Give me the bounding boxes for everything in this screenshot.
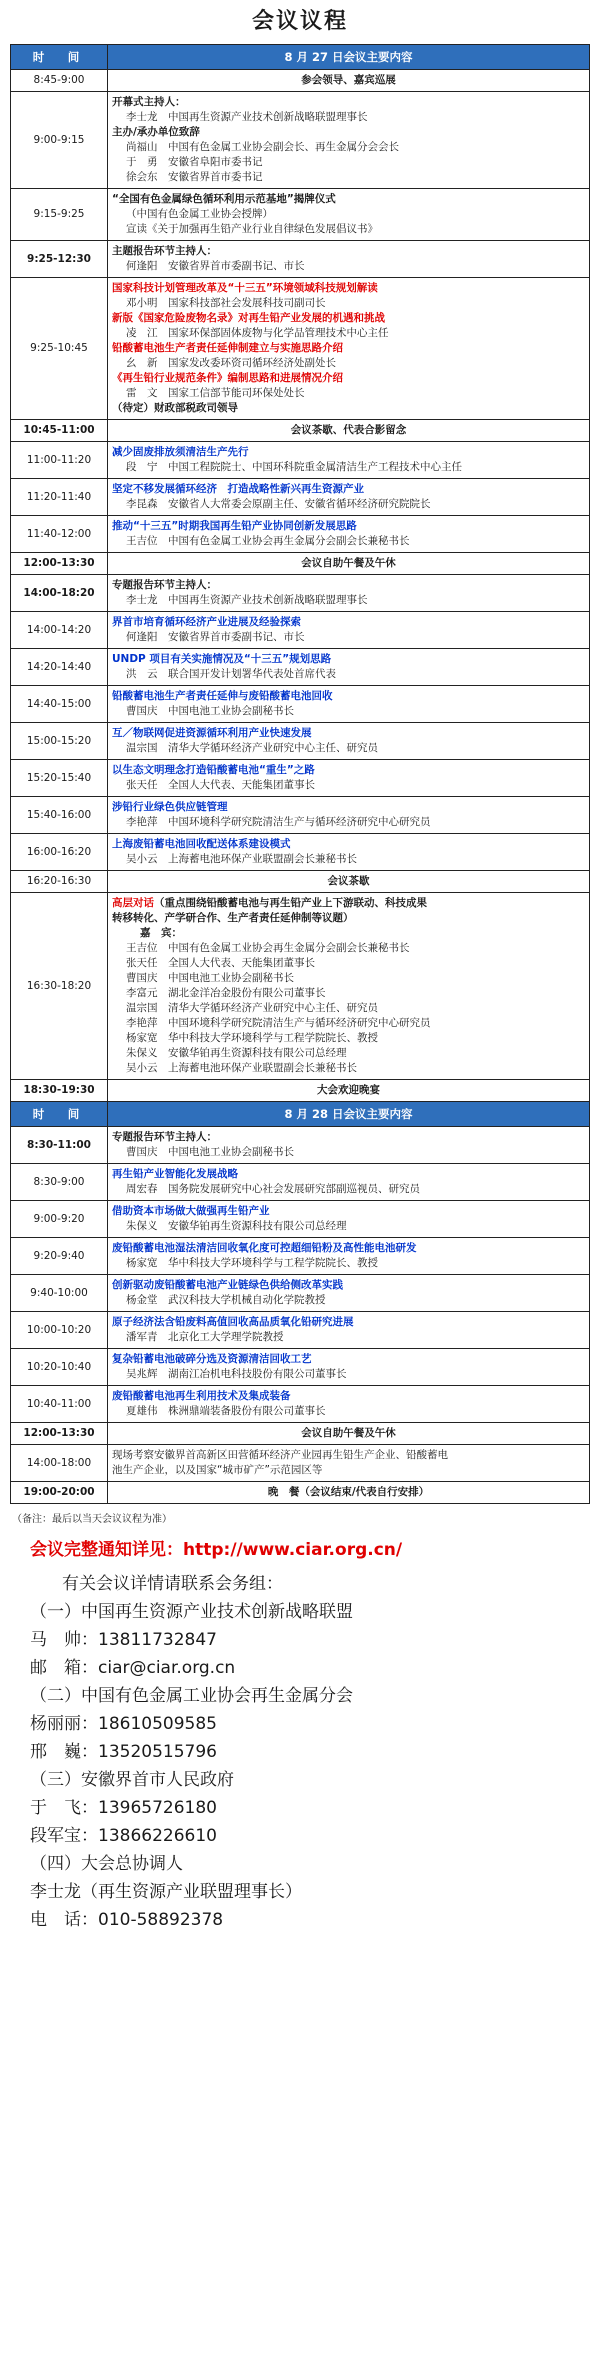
row-line: [112, 896, 585, 911]
row-line: 杨家宽 华中科技大学环境科学与工程学院院长、教授: [126, 1032, 378, 1044]
row-line: 嘉 宾：: [140, 927, 182, 939]
row-line: 创新驱动废铅酸蓄电池产业链绿色供给侧改革实践: [112, 1279, 343, 1291]
agenda-row: [11, 1312, 590, 1349]
row-time: 8:30-11:00: [11, 1127, 108, 1164]
row-line: 雷 文 国家工信部节能司环保处处长: [126, 387, 305, 399]
row-content: [108, 1238, 590, 1275]
row-line: 上海废铅蓄电池回收配送体系建设模式: [112, 838, 291, 850]
row-line: 吴兆辉 湖南江冶机电科技股份有限公司董事长: [126, 1368, 347, 1380]
row-session-title: 大会欢迎晚宴: [108, 1080, 590, 1102]
row-content: [108, 278, 590, 420]
contact-line: 邢 巍：13520515796: [30, 1742, 217, 1762]
agenda-row: [11, 760, 590, 797]
row-content: [108, 241, 590, 278]
row-line: 国家科技计划管理改革及“十三五”环境领域科技规划解读: [112, 282, 378, 294]
agenda-row: [11, 1349, 590, 1386]
row-content: [108, 686, 590, 723]
row-time: 11:20-11:40: [11, 479, 108, 516]
day-header-time: 时 间: [11, 1102, 108, 1127]
notice-link[interactable]: 会议完整通知详见：http://www.ciar.org.cn/: [30, 1540, 403, 1560]
row-line: 洪 云 联合国开发计划署华代表处首席代表: [126, 668, 336, 680]
row-time: 10:40-11:00: [11, 1386, 108, 1423]
row-content: [108, 612, 590, 649]
row-content: [108, 479, 590, 516]
row-line: 坚定不移发展循环经济 打造战略性新兴再生资源产业: [112, 483, 364, 495]
row-time: 14:20-14:40: [11, 649, 108, 686]
row-time: 11:00-11:20: [11, 442, 108, 479]
row-line: 转移转化、产学研合作、生产者责任延伸制等议题）: [112, 912, 354, 924]
row-line: 张天任 全国人大代表、天能集团董事长: [126, 779, 315, 791]
agenda-row: [11, 893, 590, 1080]
agenda-row: [11, 189, 590, 241]
row-line: 温宗国 清华大学循环经济产业研究中心主任、研究员: [126, 742, 378, 754]
row-time: 18:30-19:30: [11, 1080, 108, 1102]
row-time: 8:45-9:00: [11, 70, 108, 92]
row-session-title: 晚 餐（会议结束/代表自行安排）: [108, 1482, 590, 1504]
agenda-row: [11, 575, 590, 612]
row-line: 于 勇 安徽省阜阳市委书记: [126, 156, 263, 168]
row-time: 15:20-15:40: [11, 760, 108, 797]
day-header-title: 8 月 27 日会议主要内容: [108, 45, 590, 70]
row-line: 专题报告环节主持人：: [112, 1131, 217, 1143]
row-session-title: 会议自助午餐及午休: [108, 553, 590, 575]
row-content: [108, 189, 590, 241]
row-content: [108, 1201, 590, 1238]
agenda-row: [11, 834, 590, 871]
day-header-title: 8 月 28 日会议主要内容: [108, 1102, 590, 1127]
row-content: [108, 723, 590, 760]
agenda-row: [11, 649, 590, 686]
agenda-row: [11, 92, 590, 189]
row-content: [108, 92, 590, 189]
row-line: （中国有色金属工业协会授牌）: [126, 208, 273, 220]
row-line: UNDP 项目有关实施情况及“十三五”规划思路: [112, 653, 332, 665]
agenda-row: [11, 516, 590, 553]
row-content: [108, 516, 590, 553]
row-time: 14:00-18:20: [11, 575, 108, 612]
contact-line: 邮 箱：ciar@ciar.org.cn: [30, 1658, 236, 1678]
row-line: 新版《国家危险废物名录》对再生铅产业发展的机遇和挑战: [112, 312, 385, 324]
agenda-row: [11, 1238, 590, 1275]
agenda-row: [11, 553, 590, 575]
page-title: 会议议程: [251, 9, 348, 34]
row-time: 12:00-13:30: [11, 553, 108, 575]
agenda-row: [11, 723, 590, 760]
row-line: 徐会东 安徽省界首市委书记: [126, 171, 263, 183]
agenda-row: [11, 1445, 590, 1482]
row-line: “全国有色金属绿色循环利用示范基地”揭牌仪式: [112, 193, 336, 205]
row-line: 现场考察安徽界首高新区田营循环经济产业园再生铅生产企业、铅酸蓄电: [112, 1449, 448, 1461]
row-time: 16:00-16:20: [11, 834, 108, 871]
contact-line: 马 帅：13811732847: [30, 1630, 217, 1650]
row-content: [108, 1275, 590, 1312]
row-line: 借助资本市场做大做强再生铅产业: [112, 1205, 270, 1217]
agenda-row: [11, 1164, 590, 1201]
row-line: 周宏春 国务院发展研究中心社会发展研究部副巡视员、研究员: [126, 1183, 420, 1195]
row-line: 互／物联网促进资源循环利用产业快速发展: [112, 727, 312, 739]
row-line: 何逢阳 安徽省界首市委副书记、市长: [126, 260, 305, 272]
row-time: 9:15-9:25: [11, 189, 108, 241]
agenda-row: [11, 1423, 590, 1445]
row-time: 10:00-10:20: [11, 1312, 108, 1349]
row-line: 再生铅产业智能化发展战略: [112, 1168, 238, 1180]
row-line: 主办/承办单位致辞: [112, 126, 200, 138]
row-line: 杨金堂 武汉科技大学机械自动化学院教授: [126, 1294, 326, 1306]
row-line: 王吉位 中国有色金属工业协会再生金属分会副会长兼秘书长: [126, 942, 410, 954]
contact-line: 于 飞：13965726180: [30, 1798, 217, 1818]
row-line: 宣读《关于加强再生铅产业行业自律绿色发展倡议书》: [126, 223, 378, 235]
row-content: [108, 1349, 590, 1386]
row-line: 邓小明 国家科技部社会发展科技司副司长: [126, 297, 326, 309]
row-time: 16:30-18:20: [11, 893, 108, 1080]
contact-list: [0, 1570, 600, 1934]
agenda-note: （备注：最后以当天会议议程为准）: [12, 1514, 172, 1525]
contact-line: （三）安徽界首市人民政府: [30, 1770, 234, 1790]
row-time: 9:40-10:00: [11, 1275, 108, 1312]
contact-line: 杨丽丽：18610509585: [30, 1714, 217, 1734]
row-line: 曹国庆 中国电池工业协会副秘书长: [126, 972, 294, 984]
agenda-row: [11, 1201, 590, 1238]
agenda-row: [11, 1080, 590, 1102]
row-line: 减少固废排放须清洁生产先行: [112, 446, 249, 458]
agenda-row: [11, 797, 590, 834]
row-time: 9:25-10:45: [11, 278, 108, 420]
row-line: 尚福山 中国有色金属工业协会副会长、再生金属分会会长: [126, 141, 399, 153]
row-time: 12:00-13:30: [11, 1423, 108, 1445]
agenda-row: [11, 442, 590, 479]
row-line: 温宗国 清华大学循环经济产业研究中心主任、研究员: [126, 1002, 378, 1014]
row-line: 潘军青 北京化工大学理学院教授: [126, 1331, 284, 1343]
agenda-row: [11, 241, 590, 278]
row-time: 15:40-16:00: [11, 797, 108, 834]
row-line: 王吉位 中国有色金属工业协会再生金属分会副会长兼秘书长: [126, 535, 410, 547]
row-line: 专题报告环节主持人：: [112, 579, 217, 591]
row-line: 主题报告环节主持人：: [112, 245, 217, 257]
row-line: 吴小云 上海蓄电池环保产业联盟副会长兼秘书长: [126, 853, 357, 865]
agenda-row: [11, 1386, 590, 1423]
agenda-row: [11, 612, 590, 649]
row-content: [108, 1445, 590, 1482]
contact-line: （四）大会总协调人: [30, 1854, 183, 1874]
row-line: 曹国庆 中国电池工业协会副秘书长: [126, 705, 294, 717]
agenda-row: [11, 479, 590, 516]
row-content: [108, 760, 590, 797]
agenda-row: [11, 1482, 590, 1504]
row-line: 杨家宽 华中科技大学环境科学与工程学院院长、教授: [126, 1257, 378, 1269]
row-line: 李昆森 安徽省人大常委会原副主任、安徽省循环经济研究院院长: [126, 498, 431, 510]
row-line: 池生产企业，以及国家“城市矿产”示范园区等: [112, 1464, 323, 1476]
row-time: 14:00-14:20: [11, 612, 108, 649]
row-session-title: 参会领导、嘉宾巡展: [108, 70, 590, 92]
agenda-row: [11, 1127, 590, 1164]
row-time: 11:40-12:00: [11, 516, 108, 553]
day2-header-row: [11, 1102, 590, 1127]
row-line: 铅酸蓄电池生产者责任延伸与废铅酸蓄电池回收: [112, 690, 333, 702]
row-content: [108, 1127, 590, 1164]
row-line: 推动“十三五”时期我国再生铅产业协同创新发展思路: [112, 520, 357, 532]
row-line: 开幕式主持人：: [112, 96, 186, 108]
row-content: [108, 893, 590, 1080]
row-content: [108, 1164, 590, 1201]
row-line: 涉铅行业绿色供应链管理: [112, 801, 228, 813]
row-line: 夏雄伟 株洲鼎端装备股份有限公司董事长: [126, 1405, 326, 1417]
row-line: 朱保义 安徽华铂再生资源科技有限公司总经理: [126, 1047, 347, 1059]
row-content: [108, 442, 590, 479]
row-content: [108, 575, 590, 612]
row-line-lead: 高层对话: [112, 897, 154, 909]
row-content: [108, 797, 590, 834]
row-line: 李富元 湖北金洋冶金股份有限公司董事长: [126, 987, 326, 999]
day-header-time: 时 间: [11, 45, 108, 70]
row-time: 9:25-12:30: [11, 241, 108, 278]
row-time: 14:00-18:00: [11, 1445, 108, 1482]
row-content: [108, 1312, 590, 1349]
row-line: 李艳萍 中国环境科学研究院清洁生产与循环经济研究中心研究员: [126, 1017, 431, 1029]
row-line: 何逢阳 安徽省界首市委副书记、市长: [126, 631, 305, 643]
row-line-rest: （重点围绕铅酸蓄电池与再生铅产业上下游联动、科技成果: [154, 897, 427, 909]
row-time: 10:45-11:00: [11, 420, 108, 442]
row-line: 以生态文明理念打造铅酸蓄电池“重生”之路: [112, 764, 315, 776]
row-time: 16:20-16:30: [11, 871, 108, 893]
agenda-row: [11, 278, 590, 420]
row-time: 9:00-9:15: [11, 92, 108, 189]
contact-line: （二）中国有色金属工业协会再生金属分会: [30, 1686, 353, 1706]
row-line: 李士龙 中国再生资源产业技术创新战略联盟理事长: [126, 111, 368, 123]
row-session-title: 会议茶歇: [108, 871, 590, 893]
row-time: 15:00-15:20: [11, 723, 108, 760]
agenda-row: [11, 70, 590, 92]
row-line: 张天任 全国人大代表、天能集团董事长: [126, 957, 315, 969]
row-line: 铅酸蓄电池生产者责任延伸制建立与实施思路介绍: [112, 342, 343, 354]
row-content: [108, 834, 590, 871]
row-line: 复杂铅蓄电池破碎分选及资源清洁回收工艺: [112, 1353, 312, 1365]
contact-line: 电 话：010-58892378: [30, 1910, 224, 1930]
agenda-row: [11, 420, 590, 442]
row-line: 废铅酸蓄电池湿法清洁回收氧化度可控超细铅粉及高性能电池研发: [112, 1242, 417, 1254]
row-line: 李艳萍 中国环境科学研究院清洁生产与循环经济研究中心研究员: [126, 816, 431, 828]
row-time: 10:20-10:40: [11, 1349, 108, 1386]
row-line: （待定）财政部税政司领导: [112, 402, 238, 414]
row-time: 9:20-9:40: [11, 1238, 108, 1275]
row-line: 凌 江 国家环保部固体废物与化学品管理技术中心主任: [126, 327, 389, 339]
row-session-title: 会议茶歇、代表合影留念: [108, 420, 590, 442]
row-line: 废铅酸蓄电池再生利用技术及集成装备: [112, 1390, 291, 1402]
row-time: 19:00-20:00: [11, 1482, 108, 1504]
contact-line: 有关会议详情请联系会务组：: [62, 1574, 283, 1594]
row-time: 8:30-9:00: [11, 1164, 108, 1201]
day1-header-row: [11, 45, 590, 70]
row-time: 9:00-9:20: [11, 1201, 108, 1238]
row-line: 幺 新 国家发改委环资司循环经济处副处长: [126, 357, 336, 369]
row-line: 界首市培育循环经济产业进展及经验探索: [112, 616, 301, 628]
row-line: 原子经济法含铅废料高值回收高品质氧化铅研究进展: [112, 1316, 354, 1328]
row-line: 吴小云 上海蓄电池环保产业联盟副会长兼秘书长: [126, 1062, 357, 1074]
row-time: 14:40-15:00: [11, 686, 108, 723]
agenda-row: [11, 871, 590, 893]
row-line: 《再生铅行业规范条件》编制思路和进展情况介绍: [112, 372, 343, 384]
row-line: 朱保义 安徽华铂再生资源科技有限公司总经理: [126, 1220, 347, 1232]
agenda-row: [11, 1275, 590, 1312]
agenda-table: [10, 44, 590, 1504]
contact-line: 李士龙（再生资源产业联盟理事长）: [30, 1882, 302, 1902]
row-content: [108, 649, 590, 686]
row-line: 李士龙 中国再生资源产业技术创新战略联盟理事长: [126, 594, 368, 606]
row-line: 曹国庆 中国电池工业协会副秘书长: [126, 1146, 294, 1158]
contact-line: （一）中国再生资源产业技术创新战略联盟: [30, 1602, 353, 1622]
agenda-row: [11, 686, 590, 723]
row-session-title: 会议自助午餐及午休: [108, 1423, 590, 1445]
row-content: [108, 1386, 590, 1423]
row-line: 段 宁 中国工程院院士、中国环科院重金属清洁生产工程技术中心主任: [126, 461, 462, 473]
contact-line: 段军宝：13866226610: [30, 1826, 217, 1846]
